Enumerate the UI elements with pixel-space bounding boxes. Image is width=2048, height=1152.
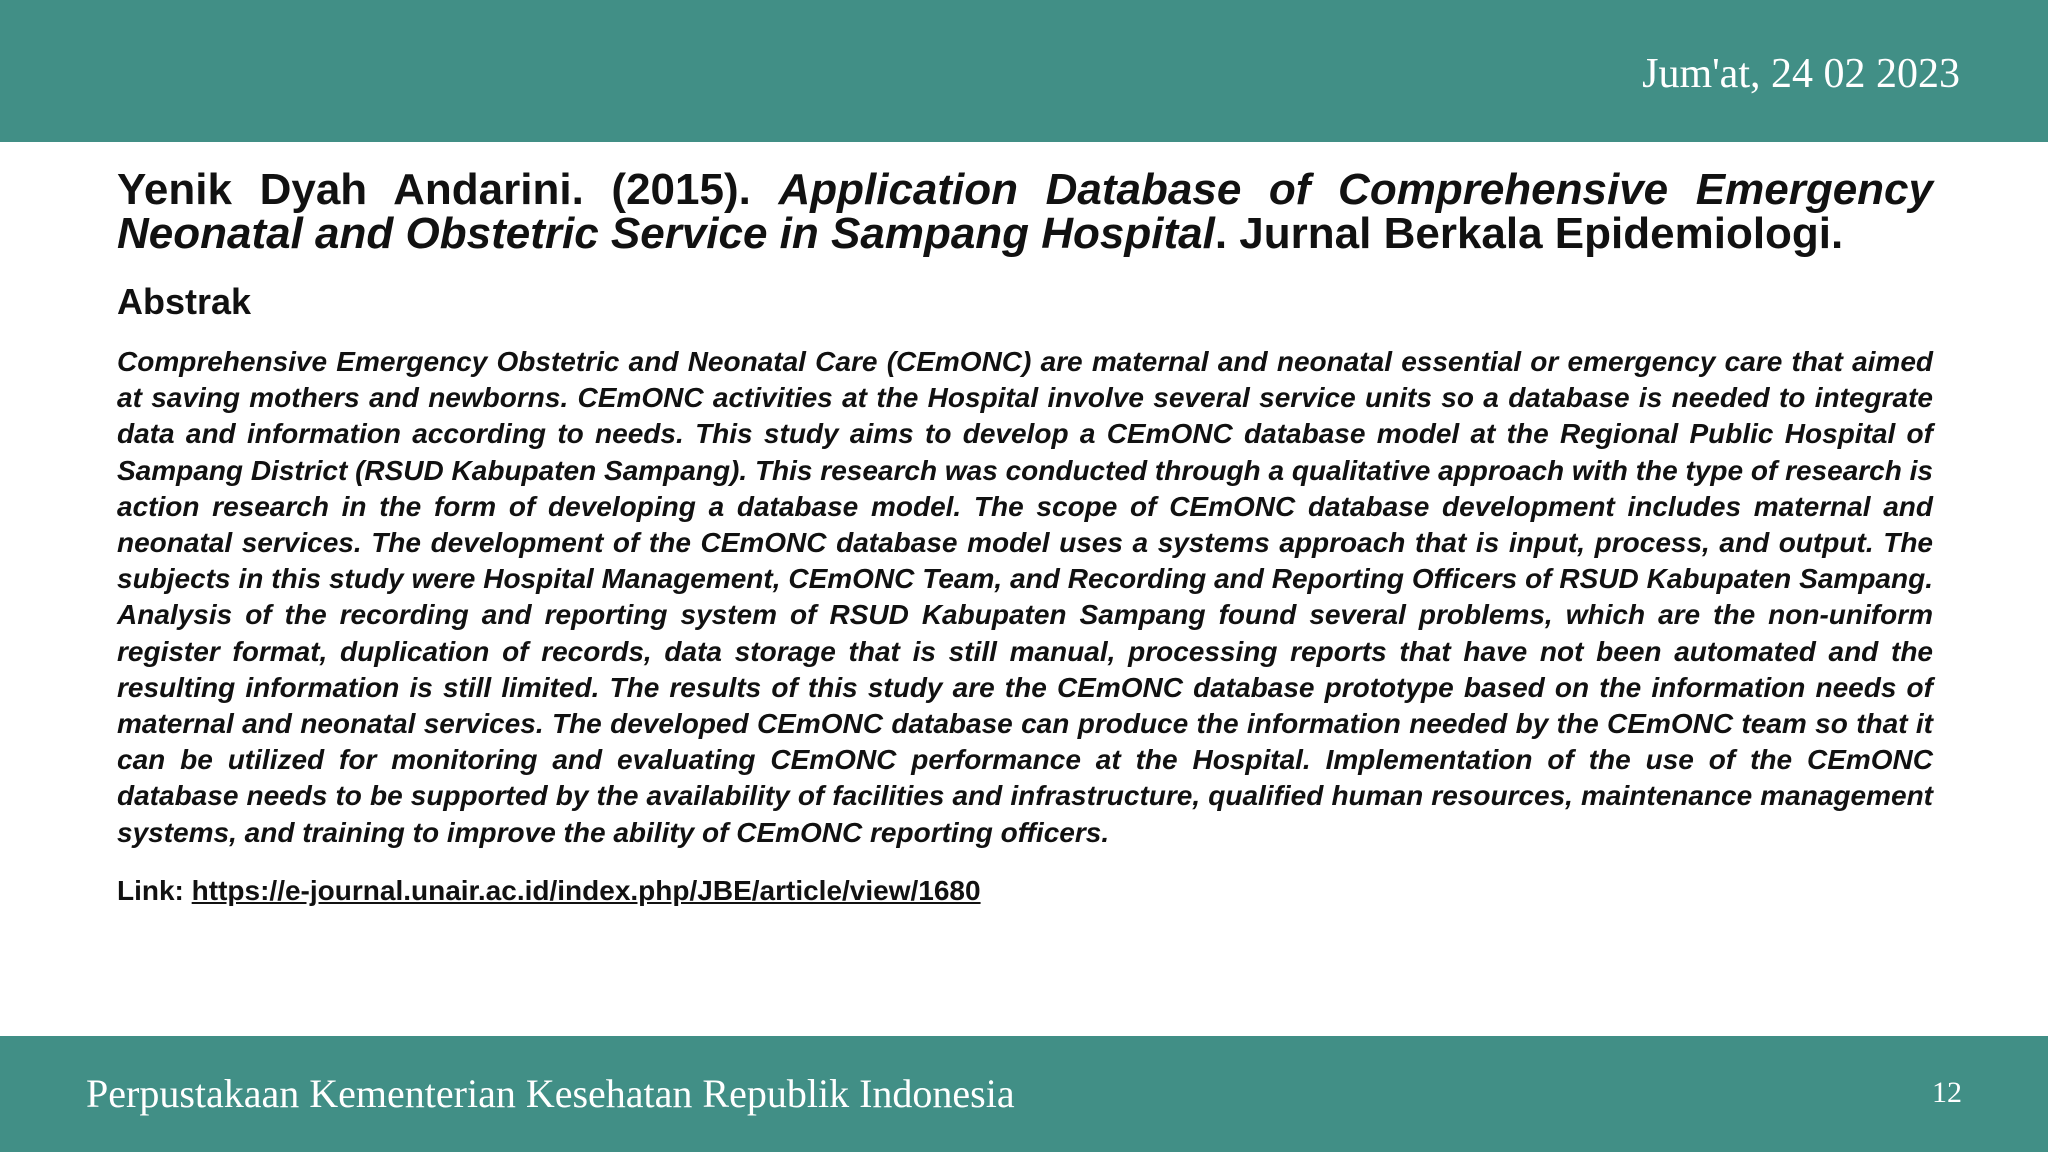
date-text: Jum'at, 24 02 2023 — [1642, 51, 1960, 97]
link-label: Link: — [117, 874, 192, 906]
footer-text: Perpustakaan Kementerian Kesehatan Republik Indonesia — [86, 1071, 1015, 1116]
footer-bar — [0, 1036, 2048, 1152]
citation — [117, 165, 1933, 258]
abstract-body: Comprehensive Emergency Obstetric and Neonatal Care (CEmONC) are maternal and neonatal essential or emergency care that aimed at saving mothers and newborns. CEmONC activities at the Hospital involve several service units so a database is needed to integrate data and information according to needs. This study aims to develop a CEmONC database model at the Regional Public Hospital of Sampang District (RSUD Kabupaten Sampang). This research was conducted through a qualitative approach with the type of research is action research in the form of developing a database model. The scope of CEmONC database development includes maternal and neonatal services. The development of the CEmONC database model uses a systems approach that is input, process, and output. The subjects in this study were Hospital Management, CEmONC Team, and Recording and Reporting Officers of RSUD Kabupaten Sampang. Analysis of the recording and reporting system of RSUD Kabupaten Sampang found several problems, which are the non-uniform register format, duplication of records, data storage that is still manual, processing reports that have not been automated and the resulting information is still limited. The results of this study are the CEmONC database prototype based on the information needs of maternal and neonatal services. The developed CEmONC database can produce the information needed by the CEmONC team so that it can be utilized for monitoring and evaluating CEmONC performance at the Hospital. Implementation of the use of the CEmONC database needs to be supported by the availability of facilities and infrastructure, qualified human resources, maintenance management systems, and training to improve the ability of CEmONC reporting officers. — [117, 346, 1933, 848]
citation-title: Application Database of Comprehensive Emergency Neonatal and Obstetric Service in Sampang Hospital — [117, 165, 1933, 258]
slide-content — [117, 165, 1933, 909]
citation-journal: . Jurnal Berkala Epidemiologi. — [1214, 209, 1844, 258]
page-number: 12 — [1932, 1076, 1962, 1109]
abstract-heading: Abstrak — [117, 281, 252, 322]
citation-authors: Yenik Dyah Andarini. (2015). — [117, 165, 779, 214]
header-bar — [0, 0, 2048, 142]
link-line — [117, 873, 1933, 909]
article-link[interactable]: https://e-journal.unair.ac.id/index.php/JBE/article/view/1680 — [191, 874, 981, 906]
